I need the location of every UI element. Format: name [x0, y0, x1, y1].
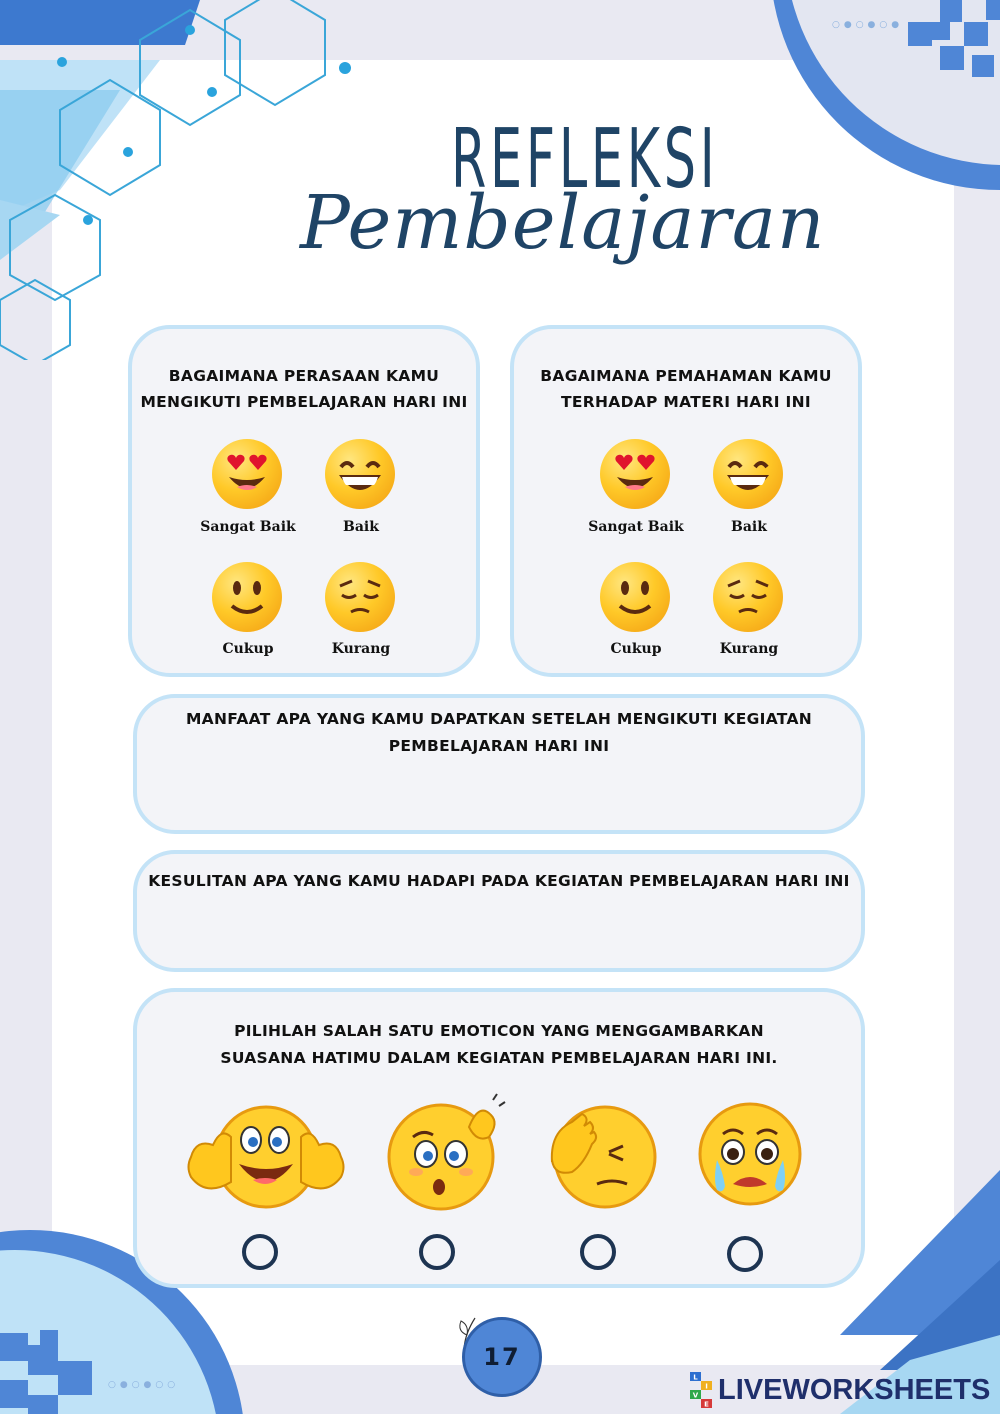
feeling-option-label: Baik	[343, 519, 379, 535]
mood-question-line2: SUASANA HATIMU DALAM KEGIATAN PEMBELAJARAN HARI INI.	[220, 1049, 778, 1067]
pensive-emoji-icon[interactable]	[713, 562, 783, 632]
thumbs-up-happy-emoji-icon	[181, 1102, 351, 1212]
feeling-option-label: Sangat Baik	[200, 519, 296, 535]
feeling-question-line1: BAGAIMANA PERASAAN KAMU	[168, 367, 440, 385]
page-subtitle-script: Pembelajaran	[300, 180, 826, 266]
page-number: 17	[462, 1317, 542, 1397]
slight-smile-emoji-icon[interactable]	[212, 562, 282, 632]
benefit-answer-box[interactable]	[133, 694, 865, 834]
mood-radio-option-3[interactable]	[580, 1234, 616, 1270]
understanding-option-label: Cukup	[610, 641, 662, 657]
benefit-question-line2: PEMBELAJARAN HARI INI	[388, 737, 610, 755]
mood-choice-box	[133, 988, 865, 1288]
mood-radio-option-4[interactable]	[727, 1236, 763, 1272]
understanding-option-label: Baik	[731, 519, 767, 535]
understanding-option-label: Sangat Baik	[588, 519, 684, 535]
understanding-question-box	[510, 325, 862, 677]
pensive-emoji-icon[interactable]	[325, 562, 395, 632]
heart-eyes-emoji-icon[interactable]	[600, 439, 670, 509]
feeling-question-box	[128, 325, 480, 677]
heart-eyes-emoji-icon[interactable]	[212, 439, 282, 509]
understanding-question-line1: BAGAIMANA PEMAHAMAN KAMU	[540, 367, 832, 385]
page-title: REFLEKSI	[451, 112, 719, 207]
feeling-option-label: Cukup	[222, 641, 274, 657]
badge-letter: I	[705, 1382, 708, 1391]
mood-question-line1: PILIHLAH SALAH SATU EMOTICON YANG MENGGAMBARKAN	[234, 1022, 764, 1040]
brand-name: LIVEWORKSHEETS	[718, 1373, 991, 1406]
mood-radio-option-2[interactable]	[419, 1234, 455, 1270]
liveworksheets-logo	[690, 1372, 990, 1408]
grinning-emoji-icon[interactable]	[713, 439, 783, 509]
grinning-emoji-icon[interactable]	[325, 439, 395, 509]
understanding-option-label: Kurang	[719, 641, 779, 657]
badge-letter: V	[692, 1391, 699, 1400]
crying-emoji-icon	[695, 1102, 805, 1212]
benefit-question-line1: MANFAAT APA YANG KAMU DAPATKAN SETELAH MENGIKUTI KEGIATAN	[185, 710, 813, 728]
mood-radio-option-1[interactable]	[242, 1234, 278, 1270]
difficulty-question: KESULITAN APA YANG KAMU HADAPI PADA KEGIATAN PEMBELAJARAN HARI INI	[148, 872, 850, 890]
feeling-option-label: Kurang	[331, 641, 391, 657]
slight-smile-emoji-icon[interactable]	[600, 562, 670, 632]
confused-scratching-emoji-icon	[381, 1092, 511, 1212]
difficulty-answer-box[interactable]	[133, 850, 865, 972]
understanding-question-line2: TERHADAP MATERI HARI INI	[561, 393, 811, 411]
feeling-question-line2: MENGIKUTI PEMBELAJARAN HARI INI	[140, 393, 468, 411]
badge-letter: L	[693, 1373, 698, 1382]
dots-decoration-bottom: ○●○●○○	[108, 1380, 180, 1390]
live-badge-icon	[690, 1372, 712, 1408]
facepalm-emoji-icon	[547, 1102, 657, 1212]
dots-decoration-top: ○●○●○●	[832, 20, 904, 30]
badge-letter: E	[704, 1400, 709, 1408]
